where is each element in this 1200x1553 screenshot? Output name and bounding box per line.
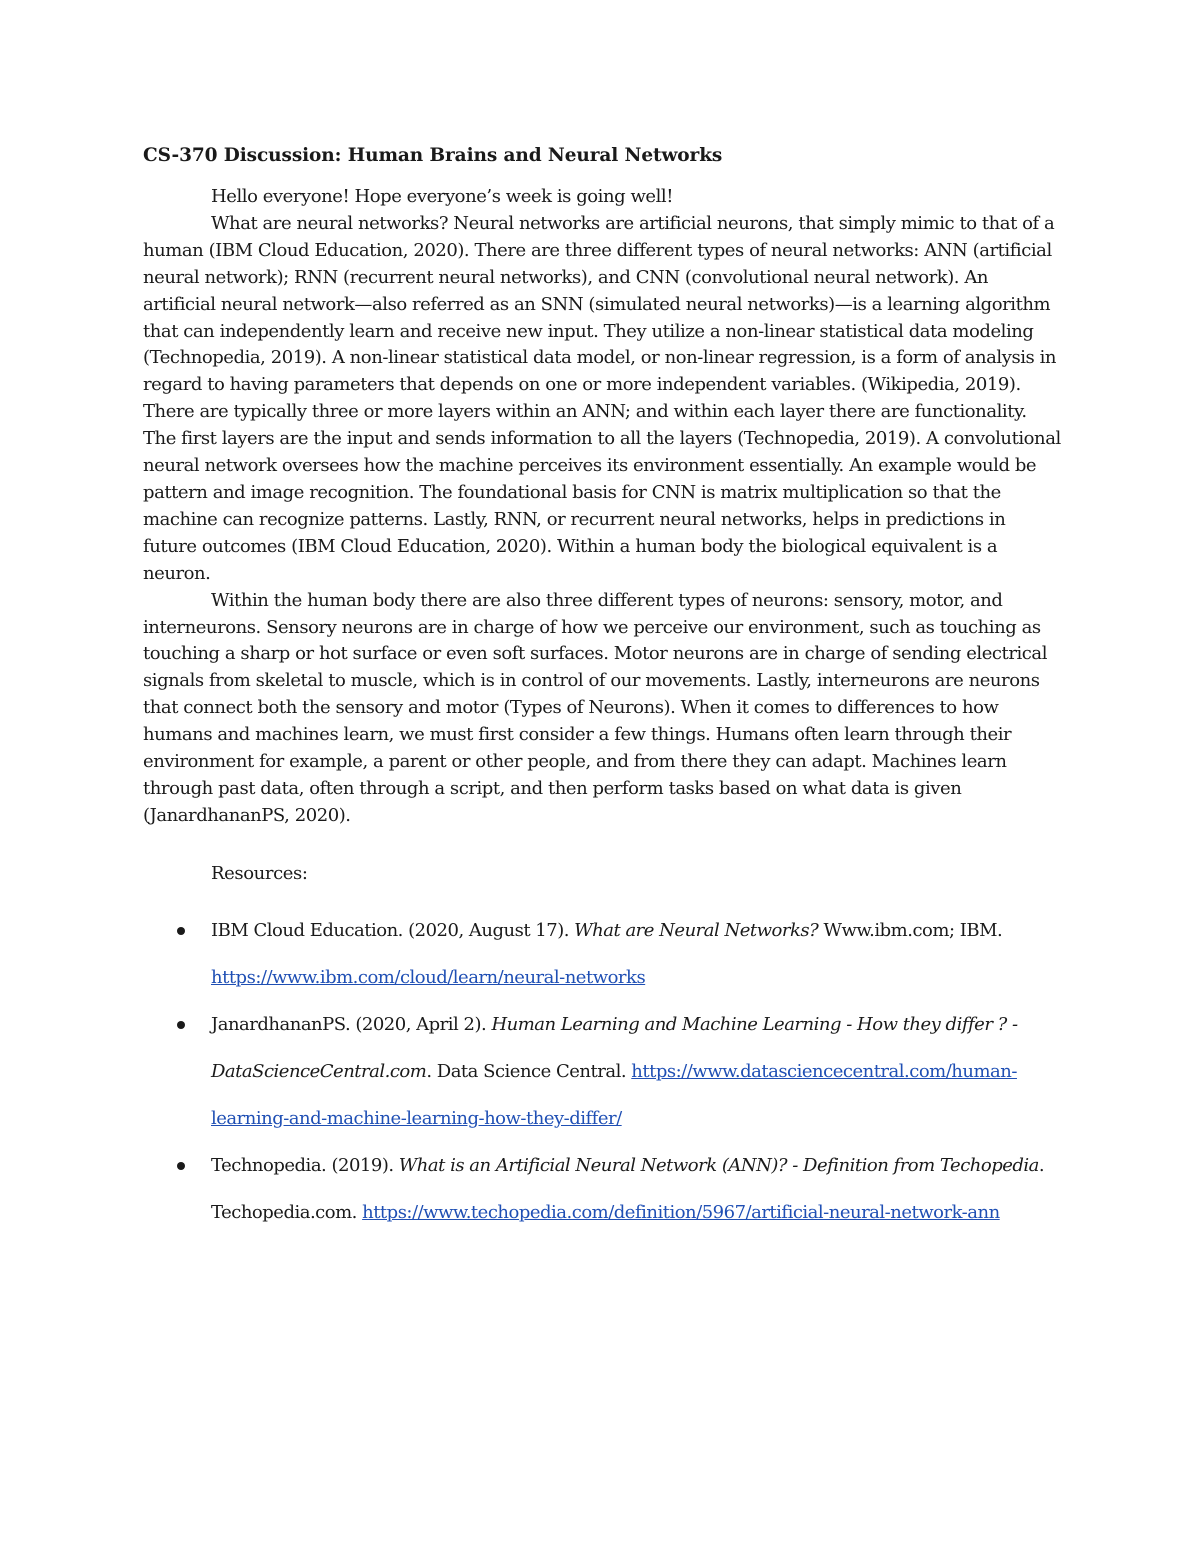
reference-title: What is an Artificial Neural Network (ANN)? - Definition from Techopedia — [398, 1154, 1039, 1176]
reference-link[interactable]: https://www.datasciencecentral.com/human-learning-and-machine-learning-how-they-differ/ — [211, 1060, 1017, 1129]
reference-link[interactable]: https://www.ibm.com/cloud/learn/neural-networks — [211, 966, 646, 988]
resources-heading: Resources: — [211, 862, 308, 884]
document-title: CS-370 Discussion: Human Brains and Neural Networks — [143, 145, 723, 166]
bullet-icon — [177, 1021, 185, 1029]
paragraph-human-neurons: Within the human body there are also three different types of neurons: sensory, motor, and interneurons. Sensory neurons are in charge of how we perceive our environment, such as touching as touching a sharp or hot surface or even soft surfaces. Motor neurons are in charge of sending electrical signals from skeletal to muscle, which is in control of our movements. Lastly, interneurons are neurons that connect both the sensory and motor (Types of Neurons). When it comes to differences to how humans and machines learn, we must first consider a few things. Humans often learn through their environment for example, a parent or other people, and from there they can adapt. Machines learn through past data, often through a script, and then perform tasks based on what data is given (JanardhananPS, 2020). — [143, 589, 1048, 826]
reference-link[interactable]: https://www.techopedia.com/definition/5967/artificial-neural-network-ann — [362, 1201, 1000, 1223]
reference-source: . Data Science Central. — [426, 1060, 632, 1082]
bullet-icon — [177, 1162, 185, 1170]
reference-title: Human Learning and Machine Learning - How they differ ? - DataScienceCentral.com — [211, 1013, 1018, 1082]
bullet-icon — [177, 927, 185, 935]
reference-title: What are Neural Networks? — [574, 919, 819, 941]
reference-item — [143, 1142, 1063, 1236]
reference-item — [143, 1001, 1063, 1142]
reference-text: IBM Cloud Education. (2020, August 17). — [211, 919, 575, 941]
paragraph-greeting: Hello everyone! Hope everyone’s week is going well! — [211, 186, 674, 207]
reference-source: . Techopedia.com. — [211, 1154, 1045, 1223]
document-body — [143, 184, 1063, 830]
document-page — [143, 142, 1063, 1236]
reference-text: Technopedia. (2019). — [211, 1154, 399, 1176]
reference-source: Www.ibm.com; IBM. — [818, 919, 1003, 941]
reference-text: JanardhananPS. (2020, April 2). — [211, 1013, 492, 1035]
paragraph-neural-networks: What are neural networks? Neural networks are artificial neurons, that simply mimic to that of a human (IBM Cloud Education, 2020). There are three different types of neural networks: ANN (artificial neural network); RNN (recurrent neural networks), and CNN (convolutional neural network). An artificial neural network—also referred as an SNN (simulated neural networks)—is a learning algorithm that can independently learn and receive new input. They utilize a non-linear statistical data modeling (Technopedia, 2019). A non-linear statistical data model, or non-linear regression, is a form of analysis in regard to having parameters that depends on one or more independent variables. (Wikipedia, 2019). There are typically three or more layers within an ANN; and within each layer there are functionality. The first layers are the input and sends information to all the layers (Technopedia, 2019). A convolutional neural network oversees how the machine perceives its environment essentially. An example would be pattern and image recognition. The foundational basis for CNN is matrix multiplication so that the machine can recognize patterns. Lastly, RNN, or recurrent neural networks, helps in predictions in future outcomes (IBM Cloud Education, 2020). Within a human body the biological equivalent is a neuron. — [143, 212, 1061, 584]
references-list — [143, 907, 1063, 1236]
reference-item — [143, 907, 1063, 1001]
